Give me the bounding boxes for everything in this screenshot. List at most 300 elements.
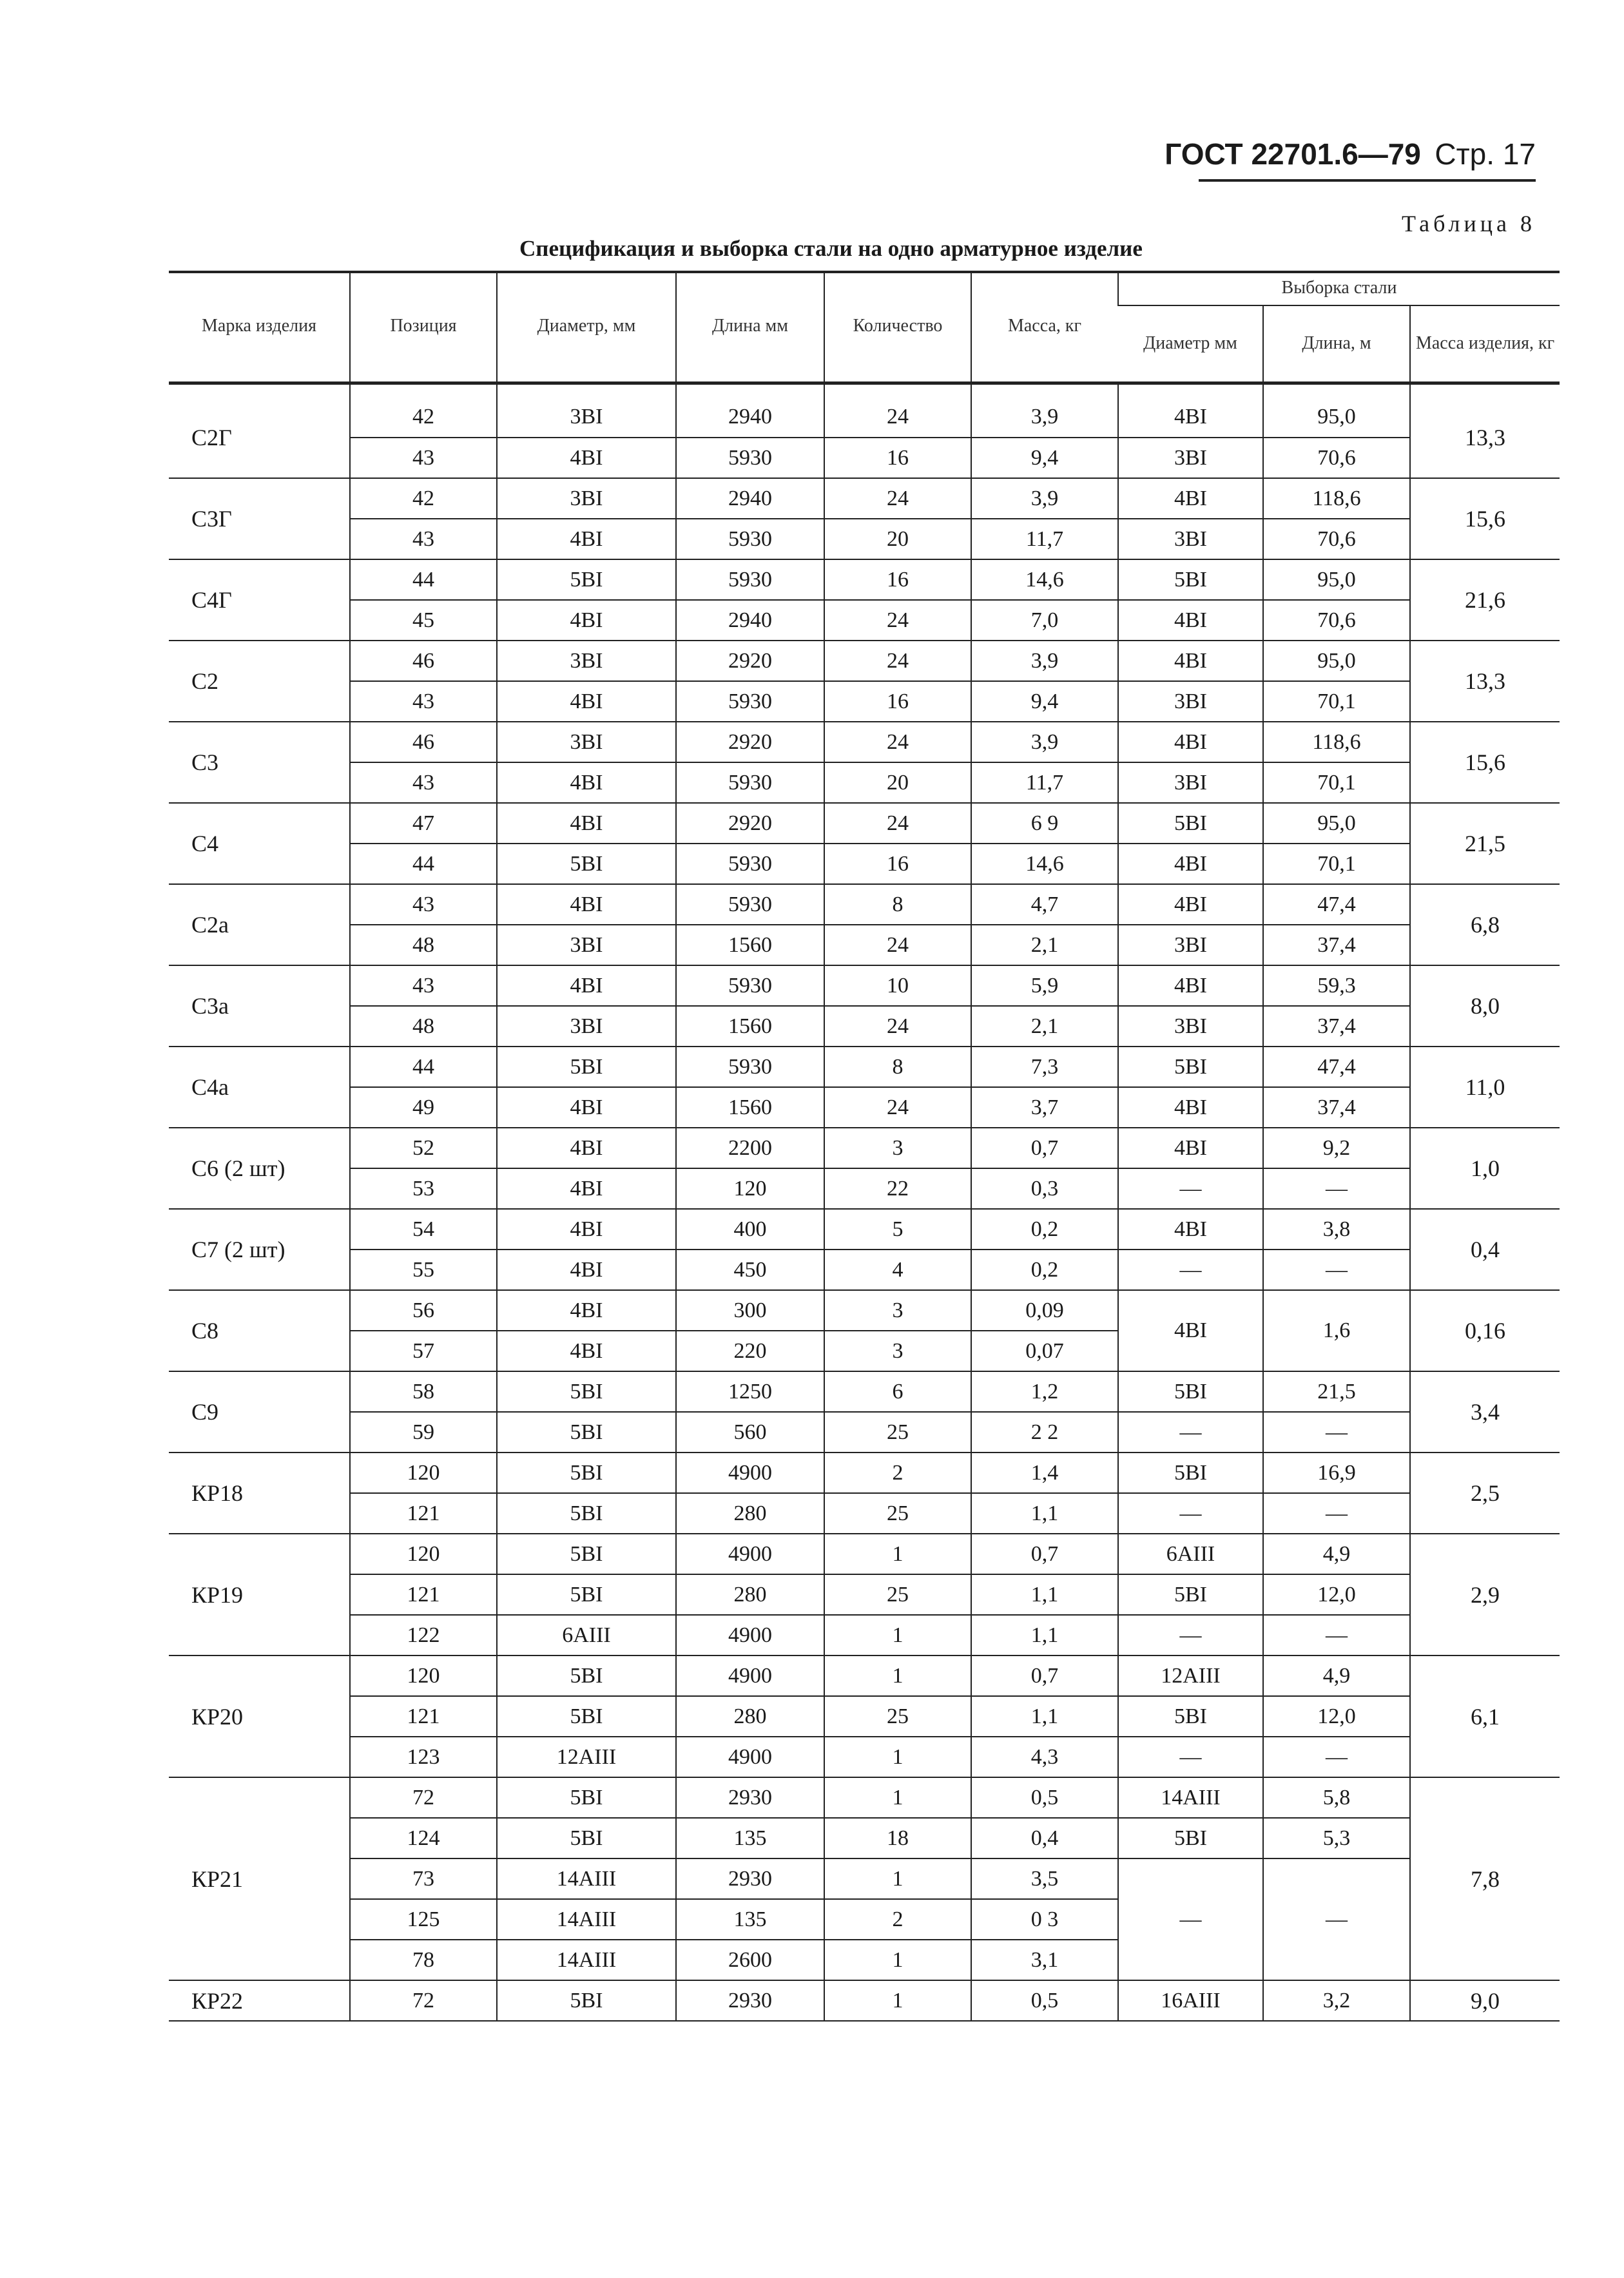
sel-length-cell: — bbox=[1263, 1168, 1410, 1209]
sel-diameter-cell: 14AIII bbox=[1118, 1777, 1263, 1818]
item-mass-cell: 13,3 bbox=[1410, 641, 1560, 722]
diameter-cell: 4BI bbox=[497, 762, 676, 803]
diameter-cell: 5BI bbox=[497, 1696, 676, 1737]
length-cell: 135 bbox=[676, 1899, 824, 1940]
sel-length-cell: 70,1 bbox=[1263, 681, 1410, 722]
position-cell: 121 bbox=[350, 1696, 497, 1737]
diameter-cell: 4BI bbox=[497, 1290, 676, 1331]
quantity-cell: 25 bbox=[824, 1412, 971, 1453]
sel-diameter-cell: — bbox=[1118, 1493, 1263, 1534]
table-row bbox=[169, 1818, 1560, 1858]
sel-length-cell: 118,6 bbox=[1263, 722, 1410, 762]
sel-diameter-cell: 6AIII bbox=[1118, 1534, 1263, 1574]
mass-cell: 5,9 bbox=[971, 965, 1118, 1006]
mass-cell: 7,3 bbox=[971, 1047, 1118, 1087]
marka-cell: С3 bbox=[169, 722, 350, 803]
marka-cell: С3Г bbox=[169, 478, 350, 559]
marka-cell: С8 bbox=[169, 1290, 350, 1371]
header-rule bbox=[1199, 179, 1536, 182]
col-item-mass: Масса изделия, кг bbox=[1410, 305, 1560, 383]
quantity-cell: 1 bbox=[824, 1858, 971, 1899]
mass-cell: 4,7 bbox=[971, 884, 1118, 925]
sel-length-cell: 12,0 bbox=[1263, 1696, 1410, 1737]
mass-cell: 0,4 bbox=[971, 1818, 1118, 1858]
sel-length-cell: 16,9 bbox=[1263, 1453, 1410, 1493]
marka-cell: С6 (2 шт) bbox=[169, 1128, 350, 1209]
position-cell: 57 bbox=[350, 1331, 497, 1371]
mass-cell: 4,3 bbox=[971, 1737, 1118, 1777]
table-top-rule bbox=[169, 271, 1560, 273]
mass-cell: 2 2 bbox=[971, 1412, 1118, 1453]
mass-cell: 0,3 bbox=[971, 1168, 1118, 1209]
quantity-cell: 24 bbox=[824, 397, 971, 438]
sel-diameter-cell: 4BI bbox=[1118, 884, 1263, 925]
mass-cell: 2,1 bbox=[971, 925, 1118, 965]
sel-diameter-cell: 4BI bbox=[1118, 1290, 1263, 1371]
quantity-cell: 6 bbox=[824, 1371, 971, 1412]
specification-table bbox=[169, 271, 1560, 2022]
marka-cell: КР20 bbox=[169, 1655, 350, 1777]
mass-cell: 3,7 bbox=[971, 1087, 1118, 1128]
mass-cell: 0,2 bbox=[971, 1209, 1118, 1250]
position-cell: 48 bbox=[350, 1006, 497, 1047]
sel-length-cell: 95,0 bbox=[1263, 641, 1410, 681]
mass-cell: 0,09 bbox=[971, 1290, 1118, 1331]
table-row bbox=[169, 1777, 1560, 1818]
col-quantity: Количество bbox=[824, 271, 971, 383]
sel-length-cell: — bbox=[1263, 1493, 1410, 1534]
length-cell: 4900 bbox=[676, 1534, 824, 1574]
length-cell: 2940 bbox=[676, 397, 824, 438]
position-cell: 43 bbox=[350, 681, 497, 722]
col-marka: Марка изделия bbox=[169, 271, 350, 383]
position-cell: 43 bbox=[350, 438, 497, 478]
marka-cell: КР22 bbox=[169, 1980, 350, 2021]
sel-length-cell: 12,0 bbox=[1263, 1574, 1410, 1615]
sel-diameter-cell: 4BI bbox=[1118, 397, 1263, 438]
diameter-cell: 4BI bbox=[497, 1250, 676, 1290]
quantity-cell: 22 bbox=[824, 1168, 971, 1209]
length-cell: 2200 bbox=[676, 1128, 824, 1168]
sel-diameter-cell: 5BI bbox=[1118, 1371, 1263, 1412]
sel-diameter-cell: 4BI bbox=[1118, 1128, 1263, 1168]
diameter-cell: 3BI bbox=[497, 1006, 676, 1047]
quantity-cell: 3 bbox=[824, 1128, 971, 1168]
length-cell: 4900 bbox=[676, 1737, 824, 1777]
diameter-cell: 4BI bbox=[497, 1168, 676, 1209]
col-position: Позиция bbox=[350, 271, 497, 383]
table-row bbox=[169, 1980, 1560, 2021]
position-cell: 120 bbox=[350, 1453, 497, 1493]
sel-diameter-cell: 5BI bbox=[1118, 1696, 1263, 1737]
length-cell: 5930 bbox=[676, 438, 824, 478]
diameter-cell: 5BI bbox=[497, 1047, 676, 1087]
sel-length-cell: 3,2 bbox=[1263, 1980, 1410, 2021]
position-cell: 52 bbox=[350, 1128, 497, 1168]
quantity-cell: 25 bbox=[824, 1574, 971, 1615]
position-cell: 42 bbox=[350, 478, 497, 519]
quantity-cell: 24 bbox=[824, 1087, 971, 1128]
position-cell: 73 bbox=[350, 1858, 497, 1899]
diameter-cell: 4BI bbox=[497, 519, 676, 559]
position-cell: 47 bbox=[350, 803, 497, 844]
sel-diameter-cell: 5BI bbox=[1118, 559, 1263, 600]
length-cell: 1250 bbox=[676, 1371, 824, 1412]
position-cell: 53 bbox=[350, 1168, 497, 1209]
sel-length-cell: 1,6 bbox=[1263, 1290, 1410, 1371]
table-row bbox=[169, 559, 1560, 600]
sel-length-cell: 37,4 bbox=[1263, 1006, 1410, 1047]
length-cell: 120 bbox=[676, 1168, 824, 1209]
sel-diameter-cell: 3BI bbox=[1118, 925, 1263, 965]
length-cell: 2930 bbox=[676, 1980, 824, 2021]
sel-length-cell: 118,6 bbox=[1263, 478, 1410, 519]
table-row bbox=[169, 1087, 1560, 1128]
table-row bbox=[169, 1168, 1560, 1209]
position-cell: 46 bbox=[350, 641, 497, 681]
diameter-cell: 6AIII bbox=[497, 1615, 676, 1655]
table-row bbox=[169, 762, 1560, 803]
sel-diameter-cell: 3BI bbox=[1118, 1006, 1263, 1047]
length-cell: 2940 bbox=[676, 600, 824, 641]
mass-cell: 0,7 bbox=[971, 1128, 1118, 1168]
table-row bbox=[169, 397, 1560, 438]
sel-diameter-cell: 5BI bbox=[1118, 1574, 1263, 1615]
mass-cell: 3,9 bbox=[971, 722, 1118, 762]
sel-length-cell: — bbox=[1263, 1737, 1410, 1777]
length-cell: 2920 bbox=[676, 722, 824, 762]
marka-cell: КР21 bbox=[169, 1777, 350, 1980]
sel-length-cell: 5,8 bbox=[1263, 1777, 1410, 1818]
sel-diameter-cell: 4BI bbox=[1118, 1209, 1263, 1250]
position-cell: 72 bbox=[350, 1777, 497, 1818]
length-cell: 280 bbox=[676, 1493, 824, 1534]
diameter-cell: 3BI bbox=[497, 641, 676, 681]
table-row bbox=[169, 1737, 1560, 1777]
length-cell: 2920 bbox=[676, 641, 824, 681]
quantity-cell: 1 bbox=[824, 1534, 971, 1574]
table-row bbox=[169, 1696, 1560, 1737]
table-row bbox=[169, 965, 1560, 1006]
sel-diameter-cell: 4BI bbox=[1118, 844, 1263, 884]
marka-cell: С2 bbox=[169, 641, 350, 722]
position-cell: 48 bbox=[350, 925, 497, 965]
length-cell: 2920 bbox=[676, 803, 824, 844]
quantity-cell: 2 bbox=[824, 1453, 971, 1493]
position-cell: 55 bbox=[350, 1250, 497, 1290]
diameter-cell: 3BI bbox=[497, 722, 676, 762]
sel-diameter-cell: — bbox=[1118, 1858, 1263, 1980]
length-cell: 135 bbox=[676, 1818, 824, 1858]
diameter-cell: 4BI bbox=[497, 1128, 676, 1168]
table-title: Спецификация и выборка стали на одно арматурное изделие bbox=[519, 236, 1143, 261]
quantity-cell: 24 bbox=[824, 641, 971, 681]
sel-diameter-cell: 12AIII bbox=[1118, 1655, 1263, 1696]
diameter-cell: 14AIII bbox=[497, 1940, 676, 1980]
mass-cell: 0,5 bbox=[971, 1777, 1118, 1818]
diameter-cell: 5BI bbox=[497, 1371, 676, 1412]
mass-cell: 3,9 bbox=[971, 478, 1118, 519]
quantity-cell: 24 bbox=[824, 600, 971, 641]
sel-length-cell: 3,8 bbox=[1263, 1209, 1410, 1250]
sel-diameter-cell: 5BI bbox=[1118, 1047, 1263, 1087]
diameter-cell: 5BI bbox=[497, 1534, 676, 1574]
table-row bbox=[169, 1209, 1560, 1250]
sel-length-cell: 37,4 bbox=[1263, 1087, 1410, 1128]
sel-length-cell: 5,3 bbox=[1263, 1818, 1410, 1858]
length-cell: 2600 bbox=[676, 1940, 824, 1980]
quantity-cell: 20 bbox=[824, 762, 971, 803]
mass-cell: 14,6 bbox=[971, 559, 1118, 600]
quantity-cell: 2 bbox=[824, 1899, 971, 1940]
sel-diameter-cell: — bbox=[1118, 1250, 1263, 1290]
table-row bbox=[169, 1371, 1560, 1412]
mass-cell: 0,5 bbox=[971, 1980, 1118, 2021]
position-cell: 45 bbox=[350, 600, 497, 641]
diameter-cell: 4BI bbox=[497, 600, 676, 641]
sel-length-cell: 70,1 bbox=[1263, 762, 1410, 803]
item-mass-cell: 1,0 bbox=[1410, 1128, 1560, 1209]
sel-diameter-cell: — bbox=[1118, 1412, 1263, 1453]
marka-cell: С2Г bbox=[169, 397, 350, 478]
length-cell: 1560 bbox=[676, 1087, 824, 1128]
length-cell: 220 bbox=[676, 1331, 824, 1371]
position-cell: 120 bbox=[350, 1534, 497, 1574]
diameter-cell: 3BI bbox=[497, 397, 676, 438]
quantity-cell: 8 bbox=[824, 1047, 971, 1087]
sel-diameter-cell: — bbox=[1118, 1168, 1263, 1209]
diameter-cell: 5BI bbox=[497, 1453, 676, 1493]
diameter-cell: 5BI bbox=[497, 1412, 676, 1453]
table-row bbox=[169, 438, 1560, 478]
marka-cell: С3а bbox=[169, 965, 350, 1047]
col-selection: Выборка стали bbox=[1118, 271, 1560, 305]
table-body bbox=[169, 383, 1560, 2021]
position-cell: 122 bbox=[350, 1615, 497, 1655]
col-sel-length: Длина, м bbox=[1263, 305, 1410, 383]
length-cell: 2930 bbox=[676, 1858, 824, 1899]
diameter-cell: 5BI bbox=[497, 1574, 676, 1615]
length-cell: 280 bbox=[676, 1574, 824, 1615]
item-mass-cell: 0,4 bbox=[1410, 1209, 1560, 1290]
length-cell: 5930 bbox=[676, 844, 824, 884]
table-row bbox=[169, 641, 1560, 681]
quantity-cell: 1 bbox=[824, 1737, 971, 1777]
quantity-cell: 1 bbox=[824, 1980, 971, 2021]
mass-cell: 0 3 bbox=[971, 1899, 1118, 1940]
mass-cell: 3,5 bbox=[971, 1858, 1118, 1899]
quantity-cell: 4 bbox=[824, 1250, 971, 1290]
table-row bbox=[169, 1615, 1560, 1655]
length-cell: 4900 bbox=[676, 1615, 824, 1655]
position-cell: 43 bbox=[350, 519, 497, 559]
quantity-cell: 1 bbox=[824, 1615, 971, 1655]
diameter-cell: 5BI bbox=[497, 1655, 676, 1696]
length-cell: 2930 bbox=[676, 1777, 824, 1818]
sel-length-cell: — bbox=[1263, 1615, 1410, 1655]
sel-diameter-cell: 3BI bbox=[1118, 519, 1263, 559]
diameter-cell: 4BI bbox=[497, 1209, 676, 1250]
position-cell: 121 bbox=[350, 1574, 497, 1615]
diameter-cell: 4BI bbox=[497, 1087, 676, 1128]
table-row bbox=[169, 1412, 1560, 1453]
marka-cell: С4а bbox=[169, 1047, 350, 1128]
quantity-cell: 3 bbox=[824, 1290, 971, 1331]
quantity-cell: 1 bbox=[824, 1777, 971, 1818]
mass-cell: 3,9 bbox=[971, 397, 1118, 438]
marka-cell: КР19 bbox=[169, 1534, 350, 1655]
table-row bbox=[169, 1655, 1560, 1696]
position-cell: 124 bbox=[350, 1818, 497, 1858]
table-row bbox=[169, 681, 1560, 722]
quantity-cell: 16 bbox=[824, 559, 971, 600]
mass-cell: 1,1 bbox=[971, 1493, 1118, 1534]
length-cell: 5930 bbox=[676, 681, 824, 722]
diameter-cell: 4BI bbox=[497, 965, 676, 1006]
diameter-cell: 4BI bbox=[497, 884, 676, 925]
sel-length-cell: 70,6 bbox=[1263, 438, 1410, 478]
sel-diameter-cell: 5BI bbox=[1118, 1453, 1263, 1493]
table-row bbox=[169, 1534, 1560, 1574]
marka-cell: С4Г bbox=[169, 559, 350, 641]
sel-length-cell: 70,6 bbox=[1263, 519, 1410, 559]
table-row bbox=[169, 1047, 1560, 1087]
quantity-cell: 24 bbox=[824, 925, 971, 965]
diameter-cell: 3BI bbox=[497, 478, 676, 519]
mass-cell: 0,2 bbox=[971, 1250, 1118, 1290]
diameter-cell: 4BI bbox=[497, 803, 676, 844]
diameter-cell: 14AIII bbox=[497, 1899, 676, 1940]
mass-cell: 14,6 bbox=[971, 844, 1118, 884]
quantity-cell: 16 bbox=[824, 438, 971, 478]
length-cell: 5930 bbox=[676, 559, 824, 600]
sel-diameter-cell: 4BI bbox=[1118, 600, 1263, 641]
quantity-cell: 25 bbox=[824, 1696, 971, 1737]
sel-diameter-cell: 4BI bbox=[1118, 478, 1263, 519]
sel-diameter-cell: 3BI bbox=[1118, 438, 1263, 478]
length-cell: 300 bbox=[676, 1290, 824, 1331]
table-label: Таблица 8 bbox=[1402, 211, 1536, 236]
length-cell: 5930 bbox=[676, 884, 824, 925]
position-cell: 43 bbox=[350, 965, 497, 1006]
position-cell: 44 bbox=[350, 1047, 497, 1087]
table-row bbox=[169, 1128, 1560, 1168]
sel-diameter-cell: — bbox=[1118, 1737, 1263, 1777]
sel-length-cell: 21,5 bbox=[1263, 1371, 1410, 1412]
quantity-cell: 3 bbox=[824, 1331, 971, 1371]
item-mass-cell: 9,0 bbox=[1410, 1980, 1560, 2021]
quantity-cell: 16 bbox=[824, 681, 971, 722]
item-mass-cell: 21,6 bbox=[1410, 559, 1560, 641]
sel-diameter-cell: 5BI bbox=[1118, 1818, 1263, 1858]
mass-cell: 11,7 bbox=[971, 762, 1118, 803]
length-cell: 400 bbox=[676, 1209, 824, 1250]
mass-cell: 0,07 bbox=[971, 1331, 1118, 1371]
mass-cell: 1,1 bbox=[971, 1574, 1118, 1615]
sel-length-cell: 59,3 bbox=[1263, 965, 1410, 1006]
table-row bbox=[169, 803, 1560, 844]
quantity-cell: 10 bbox=[824, 965, 971, 1006]
item-mass-cell: 6,1 bbox=[1410, 1655, 1560, 1777]
mass-cell: 3,1 bbox=[971, 1940, 1118, 1980]
position-cell: 43 bbox=[350, 884, 497, 925]
mass-cell: 9,4 bbox=[971, 438, 1118, 478]
quantity-cell: 1 bbox=[824, 1655, 971, 1696]
length-cell: 2940 bbox=[676, 478, 824, 519]
mass-cell: 1,2 bbox=[971, 1371, 1118, 1412]
diameter-cell: 5BI bbox=[497, 844, 676, 884]
quantity-cell: 18 bbox=[824, 1818, 971, 1858]
mass-cell: 1,1 bbox=[971, 1615, 1118, 1655]
position-cell: 46 bbox=[350, 722, 497, 762]
quantity-cell: 5 bbox=[824, 1209, 971, 1250]
table-row bbox=[169, 478, 1560, 519]
marka-cell: С2а bbox=[169, 884, 350, 965]
table-row bbox=[169, 519, 1560, 559]
sel-length-cell: — bbox=[1263, 1858, 1410, 1980]
length-cell: 560 bbox=[676, 1412, 824, 1453]
diameter-cell: 12AIII bbox=[497, 1737, 676, 1777]
mass-cell: 6 9 bbox=[971, 803, 1118, 844]
col-diameter: Диаметр, мм bbox=[497, 271, 676, 383]
table-row bbox=[169, 925, 1560, 965]
position-cell: 78 bbox=[350, 1940, 497, 1980]
table-row bbox=[169, 1006, 1560, 1047]
position-cell: 59 bbox=[350, 1412, 497, 1453]
col-sel-diameter: Диаметр мм bbox=[1118, 305, 1263, 383]
table-row bbox=[169, 600, 1560, 641]
position-cell: 49 bbox=[350, 1087, 497, 1128]
length-cell: 5930 bbox=[676, 519, 824, 559]
position-cell: 120 bbox=[350, 1655, 497, 1696]
length-cell: 5930 bbox=[676, 762, 824, 803]
gost-number: ГОСТ 22701.6—79 bbox=[1165, 137, 1421, 171]
mass-cell: 1,4 bbox=[971, 1453, 1118, 1493]
sel-length-cell: 47,4 bbox=[1263, 1047, 1410, 1087]
sel-length-cell: 95,0 bbox=[1263, 397, 1410, 438]
table-row bbox=[169, 844, 1560, 884]
table-row bbox=[169, 1250, 1560, 1290]
diameter-cell: 5BI bbox=[497, 1493, 676, 1534]
mass-cell: 1,1 bbox=[971, 1696, 1118, 1737]
position-cell: 72 bbox=[350, 1980, 497, 2021]
length-cell: 5930 bbox=[676, 1047, 824, 1087]
sel-diameter-cell: 4BI bbox=[1118, 965, 1263, 1006]
sel-diameter-cell: — bbox=[1118, 1615, 1263, 1655]
quantity-cell: 24 bbox=[824, 803, 971, 844]
sel-length-cell: 4,9 bbox=[1263, 1655, 1410, 1696]
sel-length-cell: — bbox=[1263, 1412, 1410, 1453]
marka-cell: С9 bbox=[169, 1371, 350, 1453]
quantity-cell: 24 bbox=[824, 1006, 971, 1047]
marka-cell: С7 (2 шт) bbox=[169, 1209, 350, 1290]
quantity-cell: 24 bbox=[824, 722, 971, 762]
sel-diameter-cell: 3BI bbox=[1118, 762, 1263, 803]
quantity-cell: 1 bbox=[824, 1940, 971, 1980]
item-mass-cell: 15,6 bbox=[1410, 722, 1560, 803]
marka-cell: КР18 bbox=[169, 1453, 350, 1534]
sel-length-cell: 95,0 bbox=[1263, 559, 1410, 600]
item-mass-cell: 3,4 bbox=[1410, 1371, 1560, 1453]
sel-length-cell: 47,4 bbox=[1263, 884, 1410, 925]
position-cell: 44 bbox=[350, 559, 497, 600]
diameter-cell: 3BI bbox=[497, 925, 676, 965]
table-row bbox=[169, 1453, 1560, 1493]
position-cell: 54 bbox=[350, 1209, 497, 1250]
item-mass-cell: 7,8 bbox=[1410, 1777, 1560, 1980]
diameter-cell: 5BI bbox=[497, 1777, 676, 1818]
sel-length-cell: 70,1 bbox=[1263, 844, 1410, 884]
